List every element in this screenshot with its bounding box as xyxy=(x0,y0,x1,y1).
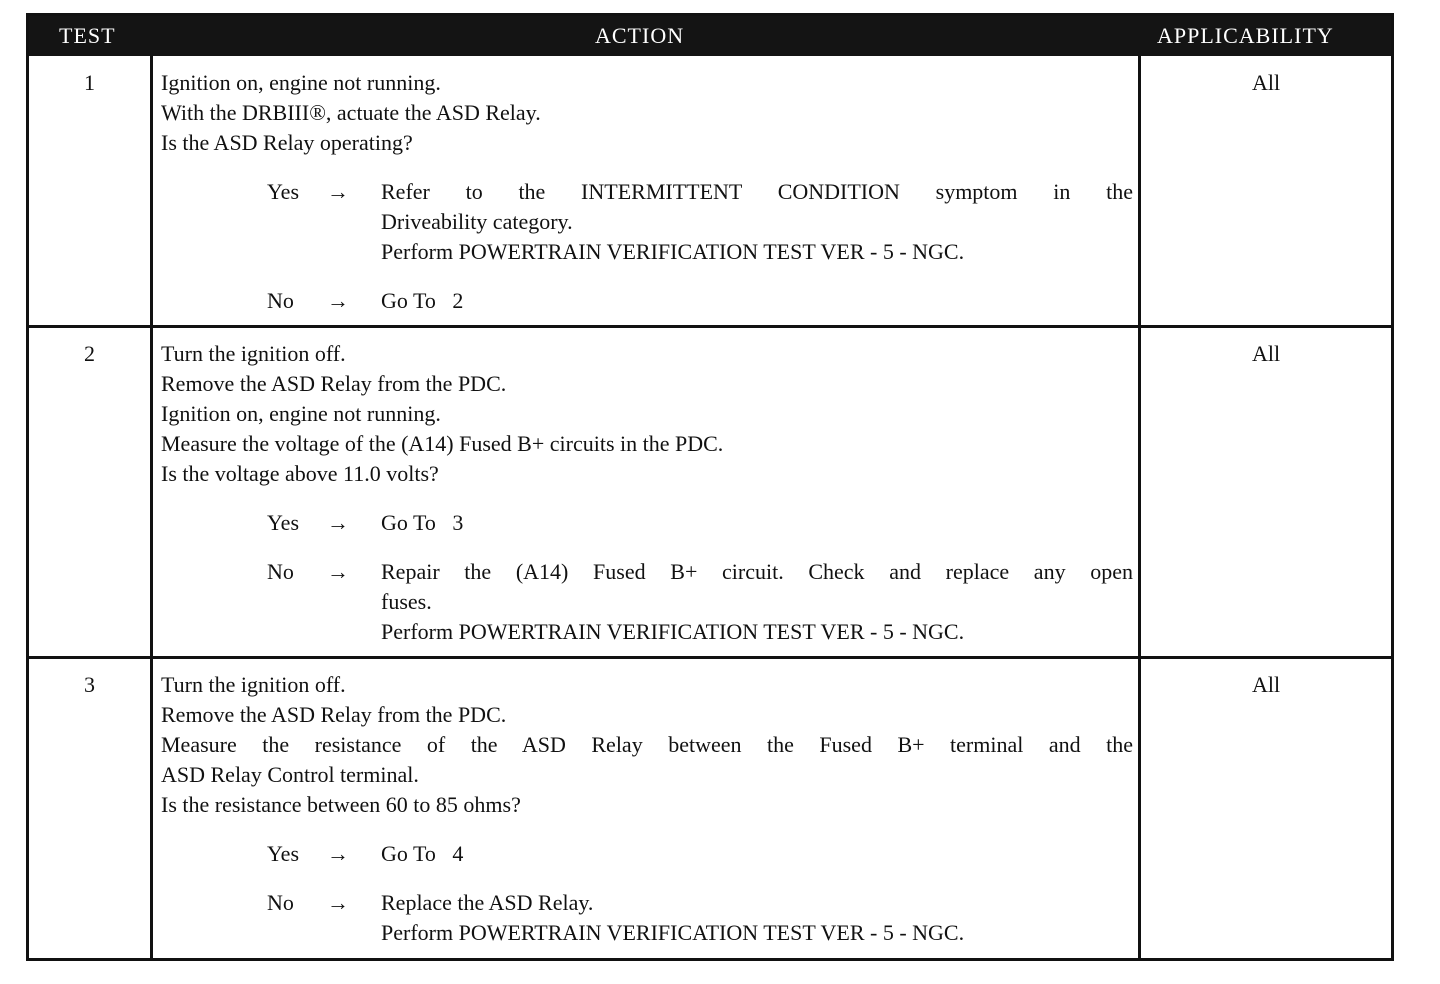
arrow-right-icon: → xyxy=(327,288,349,313)
header-applicability: APPLICABILITY xyxy=(1157,23,1334,48)
answer-line: Perform POWERTRAIN VERIFICATION TEST VER - 5 - NGC. xyxy=(381,920,965,945)
step-text: Measure the resistance of the ASD Relay between the Fused B+ terminal and the xyxy=(161,732,1133,757)
answer-line: Repair the (A14) Fused B+ circuit. Check and replace any open xyxy=(381,559,1133,584)
answer-line: Go To 2 xyxy=(381,288,464,313)
test-number: 1 xyxy=(84,70,95,95)
answer-line: Perform POWERTRAIN VERIFICATION TEST VER - 5 - NGC. xyxy=(381,239,965,264)
table-header xyxy=(29,16,1391,56)
applicability-value: All xyxy=(1251,70,1281,95)
answer-yes xyxy=(161,839,1133,869)
row-divider-1 xyxy=(29,325,1391,328)
answer-no-label: No xyxy=(267,288,294,313)
answer-no xyxy=(161,557,1133,647)
step-text: ASD Relay Control terminal. xyxy=(161,762,419,787)
answer-line: Replace the ASD Relay. xyxy=(381,890,594,915)
answer-line: Perform POWERTRAIN VERIFICATION TEST VER - 5 - NGC. xyxy=(381,619,965,644)
action-cell xyxy=(161,670,1133,948)
applicability-value: All xyxy=(1251,672,1281,697)
column-divider-applicability xyxy=(1138,56,1141,958)
answer-yes xyxy=(161,508,1133,538)
diagnostic-test-table xyxy=(26,13,1394,961)
step-text: Turn the ignition off. xyxy=(161,341,346,366)
arrow-right-icon: → xyxy=(327,890,349,915)
answer-yes-text xyxy=(381,839,1133,869)
answer-yes-label: Yes xyxy=(267,841,300,866)
step-text: Remove the ASD Relay from the PDC. xyxy=(161,702,507,727)
answer-no xyxy=(161,888,1133,948)
answer-line: fuses. xyxy=(381,589,432,614)
column-divider-test xyxy=(150,56,153,958)
step-text: Is the resistance between 60 to 85 ohms? xyxy=(161,792,521,817)
action-cell xyxy=(161,68,1133,316)
answer-no-text xyxy=(381,888,1133,948)
arrow-right-icon: → xyxy=(327,179,349,204)
answer-line: Driveability category. xyxy=(381,209,573,234)
answer-no-label: No xyxy=(267,559,294,584)
answer-no-label: No xyxy=(267,890,294,915)
answer-yes-label: Yes xyxy=(267,179,300,204)
answer-no-text xyxy=(381,286,1133,316)
answer-no-text xyxy=(381,557,1133,647)
step-text: Turn the ignition off. xyxy=(161,672,346,697)
step-text: Measure the voltage of the (A14) Fused B+ circuits in the PDC. xyxy=(161,431,724,456)
answer-yes-label: Yes xyxy=(267,510,300,535)
answer-yes xyxy=(161,177,1133,267)
answer-line: Go To 3 xyxy=(381,510,464,535)
row-divider-2 xyxy=(29,656,1391,659)
arrow-right-icon: → xyxy=(327,559,349,584)
arrow-right-icon: → xyxy=(327,510,349,535)
header-test: TEST xyxy=(59,23,116,48)
step-text: With the DRBIII®, actuate the ASD Relay. xyxy=(161,100,541,125)
test-number: 3 xyxy=(84,672,95,697)
arrow-right-icon: → xyxy=(327,841,349,866)
step-text: Is the ASD Relay operating? xyxy=(161,130,413,155)
answer-yes-text xyxy=(381,508,1133,538)
step-text: Ignition on, engine not running. xyxy=(161,401,441,426)
step-text: Is the voltage above 11.0 volts? xyxy=(161,461,439,486)
action-cell xyxy=(161,339,1133,647)
answer-yes-text xyxy=(381,177,1133,267)
answer-line: Refer to the INTERMITTENT CONDITION symptom in the xyxy=(381,179,1133,204)
answer-line: Go To 4 xyxy=(381,841,464,866)
header-action: ACTION xyxy=(595,23,685,48)
test-number: 2 xyxy=(84,341,95,366)
answer-no xyxy=(161,286,1133,316)
step-text: Ignition on, engine not running. xyxy=(161,70,441,95)
applicability-value: All xyxy=(1251,341,1281,366)
step-text: Remove the ASD Relay from the PDC. xyxy=(161,371,507,396)
